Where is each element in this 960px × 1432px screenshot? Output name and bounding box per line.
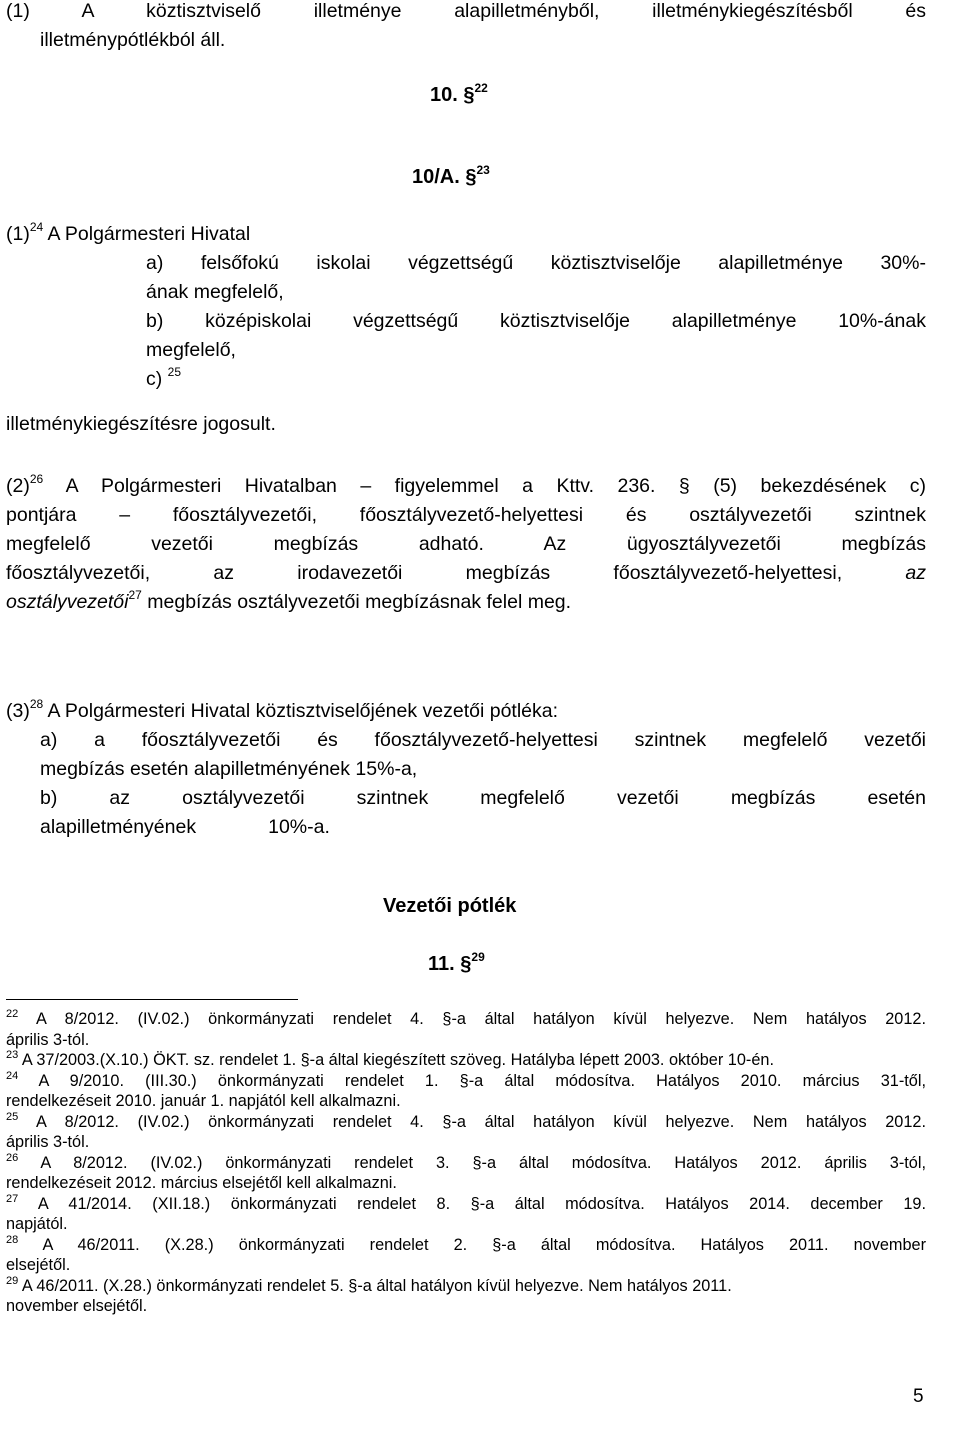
footnote-ref-24: 24 — [29, 220, 44, 234]
paragraph-2-text-4: főosztályvezetői, az irodavezetői megbízás főosztályvezető-helyettesi, — [6, 562, 843, 584]
footnote-24-line-1 — [6, 1071, 926, 1092]
page-number: 5 — [913, 1386, 924, 1407]
paragraph-10a-1-tail: illetménykiegészítésre jogosult. — [6, 413, 276, 435]
paragraph-3-title — [6, 697, 926, 726]
paragraph-10a-1 — [6, 220, 926, 439]
footnote-29 — [6, 1276, 926, 1317]
section-symbol: § — [465, 166, 477, 188]
paragraph-title: A Polgármesteri Hivatal köztisztviselőjének vezetői pótléka: — [47, 700, 559, 722]
footnote-number: 27 — [6, 1192, 19, 1205]
footnote-text: A 46/2011. (X.28.) önkormányzati rendelet 2. §-a által módosítva. Hatályos 2011. november — [42, 1235, 927, 1254]
paragraph-2-italic-osztalyvezetoi: osztályvezetői — [6, 591, 129, 613]
paragraph-2-text-5: megbízás osztályvezetői megbízásnak felel meg. — [141, 591, 572, 613]
footnote-25 — [6, 1112, 926, 1153]
section-11-heading — [428, 950, 485, 976]
footnote-22-line-2: április 3-tól. — [6, 1030, 90, 1049]
footnote-27-line-1 — [6, 1194, 926, 1215]
footnote-26-line-1 — [6, 1153, 926, 1174]
item-b-line-1: b) az osztályvezetői szintnek megfelelő vezetői megbízás esetén — [40, 787, 926, 809]
footnote-separator — [6, 999, 298, 1000]
footnote-text: A 8/2012. (IV.02.) önkormányzati rendelet 4. §-a által hatályon kívül helyezve. Nem hatályos 2012. — [36, 1112, 926, 1131]
footnote-29-line-2: november elsejétől. — [6, 1297, 148, 1315]
item-b-line-2: megfelelő, — [146, 339, 236, 361]
footnote-22 — [6, 1009, 926, 1050]
footnote-25-line-1 — [6, 1112, 926, 1133]
footnote-28-line-1 — [6, 1235, 926, 1256]
section-10a-heading — [412, 163, 490, 189]
item-a-line-1: a) a főosztályvezetői és főosztályvezető-helyettesi szintnek megfelelő vezetői — [40, 729, 926, 751]
paragraph-number: (3) — [6, 700, 30, 722]
footnote-ref-25: 25 — [167, 365, 182, 379]
paragraph-1-line-1: (1) A köztisztviselő illetménye alapilletményből, illetménykiegészítésből és — [6, 0, 926, 22]
footnote-ref-27: 27 — [128, 588, 142, 602]
paragraph-2-line-4 — [6, 559, 926, 588]
section-10a-number: 10/A. — [412, 166, 460, 188]
footnote-ref-22: 22 — [474, 81, 488, 95]
footnote-25-line-2: április 3-tól. — [6, 1133, 90, 1151]
footnote-22-line-1 — [6, 1009, 926, 1030]
footnote-text: A 8/2012. (IV.02.) önkormányzati rendelet 3. §-a által módosítva. Hatályos 2012. április 3-tól, — [40, 1153, 926, 1172]
paragraph-number: (2) — [6, 475, 30, 497]
section-10-number: 10. — [430, 84, 458, 106]
section-11-number: 11. — [428, 953, 455, 975]
footnote-number: 26 — [6, 1151, 19, 1164]
footnote-23-line-1 — [6, 1050, 926, 1071]
footnote-number: 25 — [6, 1110, 19, 1123]
footnote-number: 23 — [6, 1049, 19, 1061]
footnote-24-line-2: rendelkezéseit 2010. január 1. napjától kell alkalmazni. — [6, 1092, 401, 1110]
section-10-heading — [430, 81, 488, 107]
footnote-26 — [6, 1153, 926, 1194]
footnote-28-line-2: elsejétől. — [6, 1256, 71, 1274]
paragraph-2-line-3: megfelelő vezetői megbízás adható. Az ügyosztályvezetői megbízás — [6, 533, 926, 555]
item-c-label: c) — [146, 368, 163, 390]
section-title: Vezetői pótlék — [383, 895, 517, 917]
paragraph-2-line-5 — [6, 588, 926, 617]
item-b-text-a: alapilletményének — [40, 816, 197, 838]
paragraph-10a-2 — [6, 472, 926, 617]
footnote-text: A 46/2011. (X.28.) önkormányzati rendelet 5. §-a által hatályon kívül helyezve. Nem hatályos 2011. — [21, 1276, 732, 1295]
paragraph-2-line-1 — [6, 472, 926, 501]
item-b-text-b: 10%-a. — [268, 816, 330, 838]
footnote-27 — [6, 1194, 926, 1235]
item-b-line-2 — [6, 813, 926, 842]
item-b-line-1: b) középiskolai végzettségű köztisztviselője alapilletménye 10%-ának — [146, 310, 926, 332]
paragraph-10a-1-title — [6, 220, 926, 249]
item-a-line-2: ának megfelelő, — [146, 281, 284, 303]
section-symbol: § — [460, 953, 472, 975]
paragraph-10a-3 — [6, 697, 926, 842]
footnote-26-line-2: rendelkezéseit 2012. március elsejétől kell alkalmazni. — [6, 1174, 397, 1192]
paragraph-number: (1) — [6, 223, 30, 245]
footnote-text: A 9/2010. (III.30.) önkormányzati rendelet 1. §-a által módosítva. Hatályos 2010. március 31-től, — [38, 1071, 926, 1090]
paragraph-title: A Polgármesteri Hivatal — [47, 223, 251, 245]
paragraph-1 — [6, 0, 926, 55]
paragraph-2-text-1: A Polgármesteri Hivatalban – figyelemmel a Kttv. 236. § (5) bekezdésének c) — [65, 475, 926, 497]
footnote-27-line-2: napjától. — [6, 1215, 68, 1233]
item-a-line-2: megbízás esetén alapilletményének 15%-a, — [40, 758, 418, 780]
item-a-line-1: a) felsőfokú iskolai végzettségű köztisztviselője alapilletménye 30%- — [146, 252, 926, 274]
footnote-ref-23: 23 — [476, 163, 490, 177]
footnote-text: A 41/2014. (XII.18.) önkormányzati rendelet 8. §-a által módosítva. Hatályos 2014. december 19. — [37, 1194, 927, 1213]
footnote-text: A 37/2003.(X.10.) ÖKT. sz. rendelet 1. §-a által kiegészített szöveg. Hatályba lépett 2003. október 10-én. — [21, 1051, 774, 1069]
footnote-number: 24 — [6, 1069, 19, 1082]
paragraph-2-line-2: pontjára – főosztályvezetői, főosztályvezető-helyettesi és osztályvezetői szintnek — [6, 504, 926, 526]
paragraph-2-italic-az: az — [905, 562, 926, 584]
footnote-number: 22 — [6, 1008, 19, 1020]
footnotes — [6, 1009, 926, 1317]
footnote-ref-26: 26 — [29, 472, 44, 486]
footnote-ref-28: 28 — [29, 697, 44, 711]
footnote-24 — [6, 1071, 926, 1112]
footnote-number: 28 — [6, 1233, 19, 1246]
footnote-number: 29 — [6, 1274, 19, 1287]
item-c — [6, 365, 926, 394]
footnote-23 — [6, 1050, 926, 1071]
footnote-ref-29: 29 — [471, 950, 485, 964]
footnote-text: A 8/2012. (IV.02.) önkormányzati rendelet 4. §-a által hatályon kívül helyezve. Nem hatályos 2012. — [36, 1010, 926, 1028]
footnote-29-line-1 — [6, 1276, 926, 1297]
footnote-28 — [6, 1235, 926, 1276]
paragraph-1-line-2: illetménypótlékból áll. — [40, 29, 226, 51]
section-symbol: § — [463, 84, 475, 106]
